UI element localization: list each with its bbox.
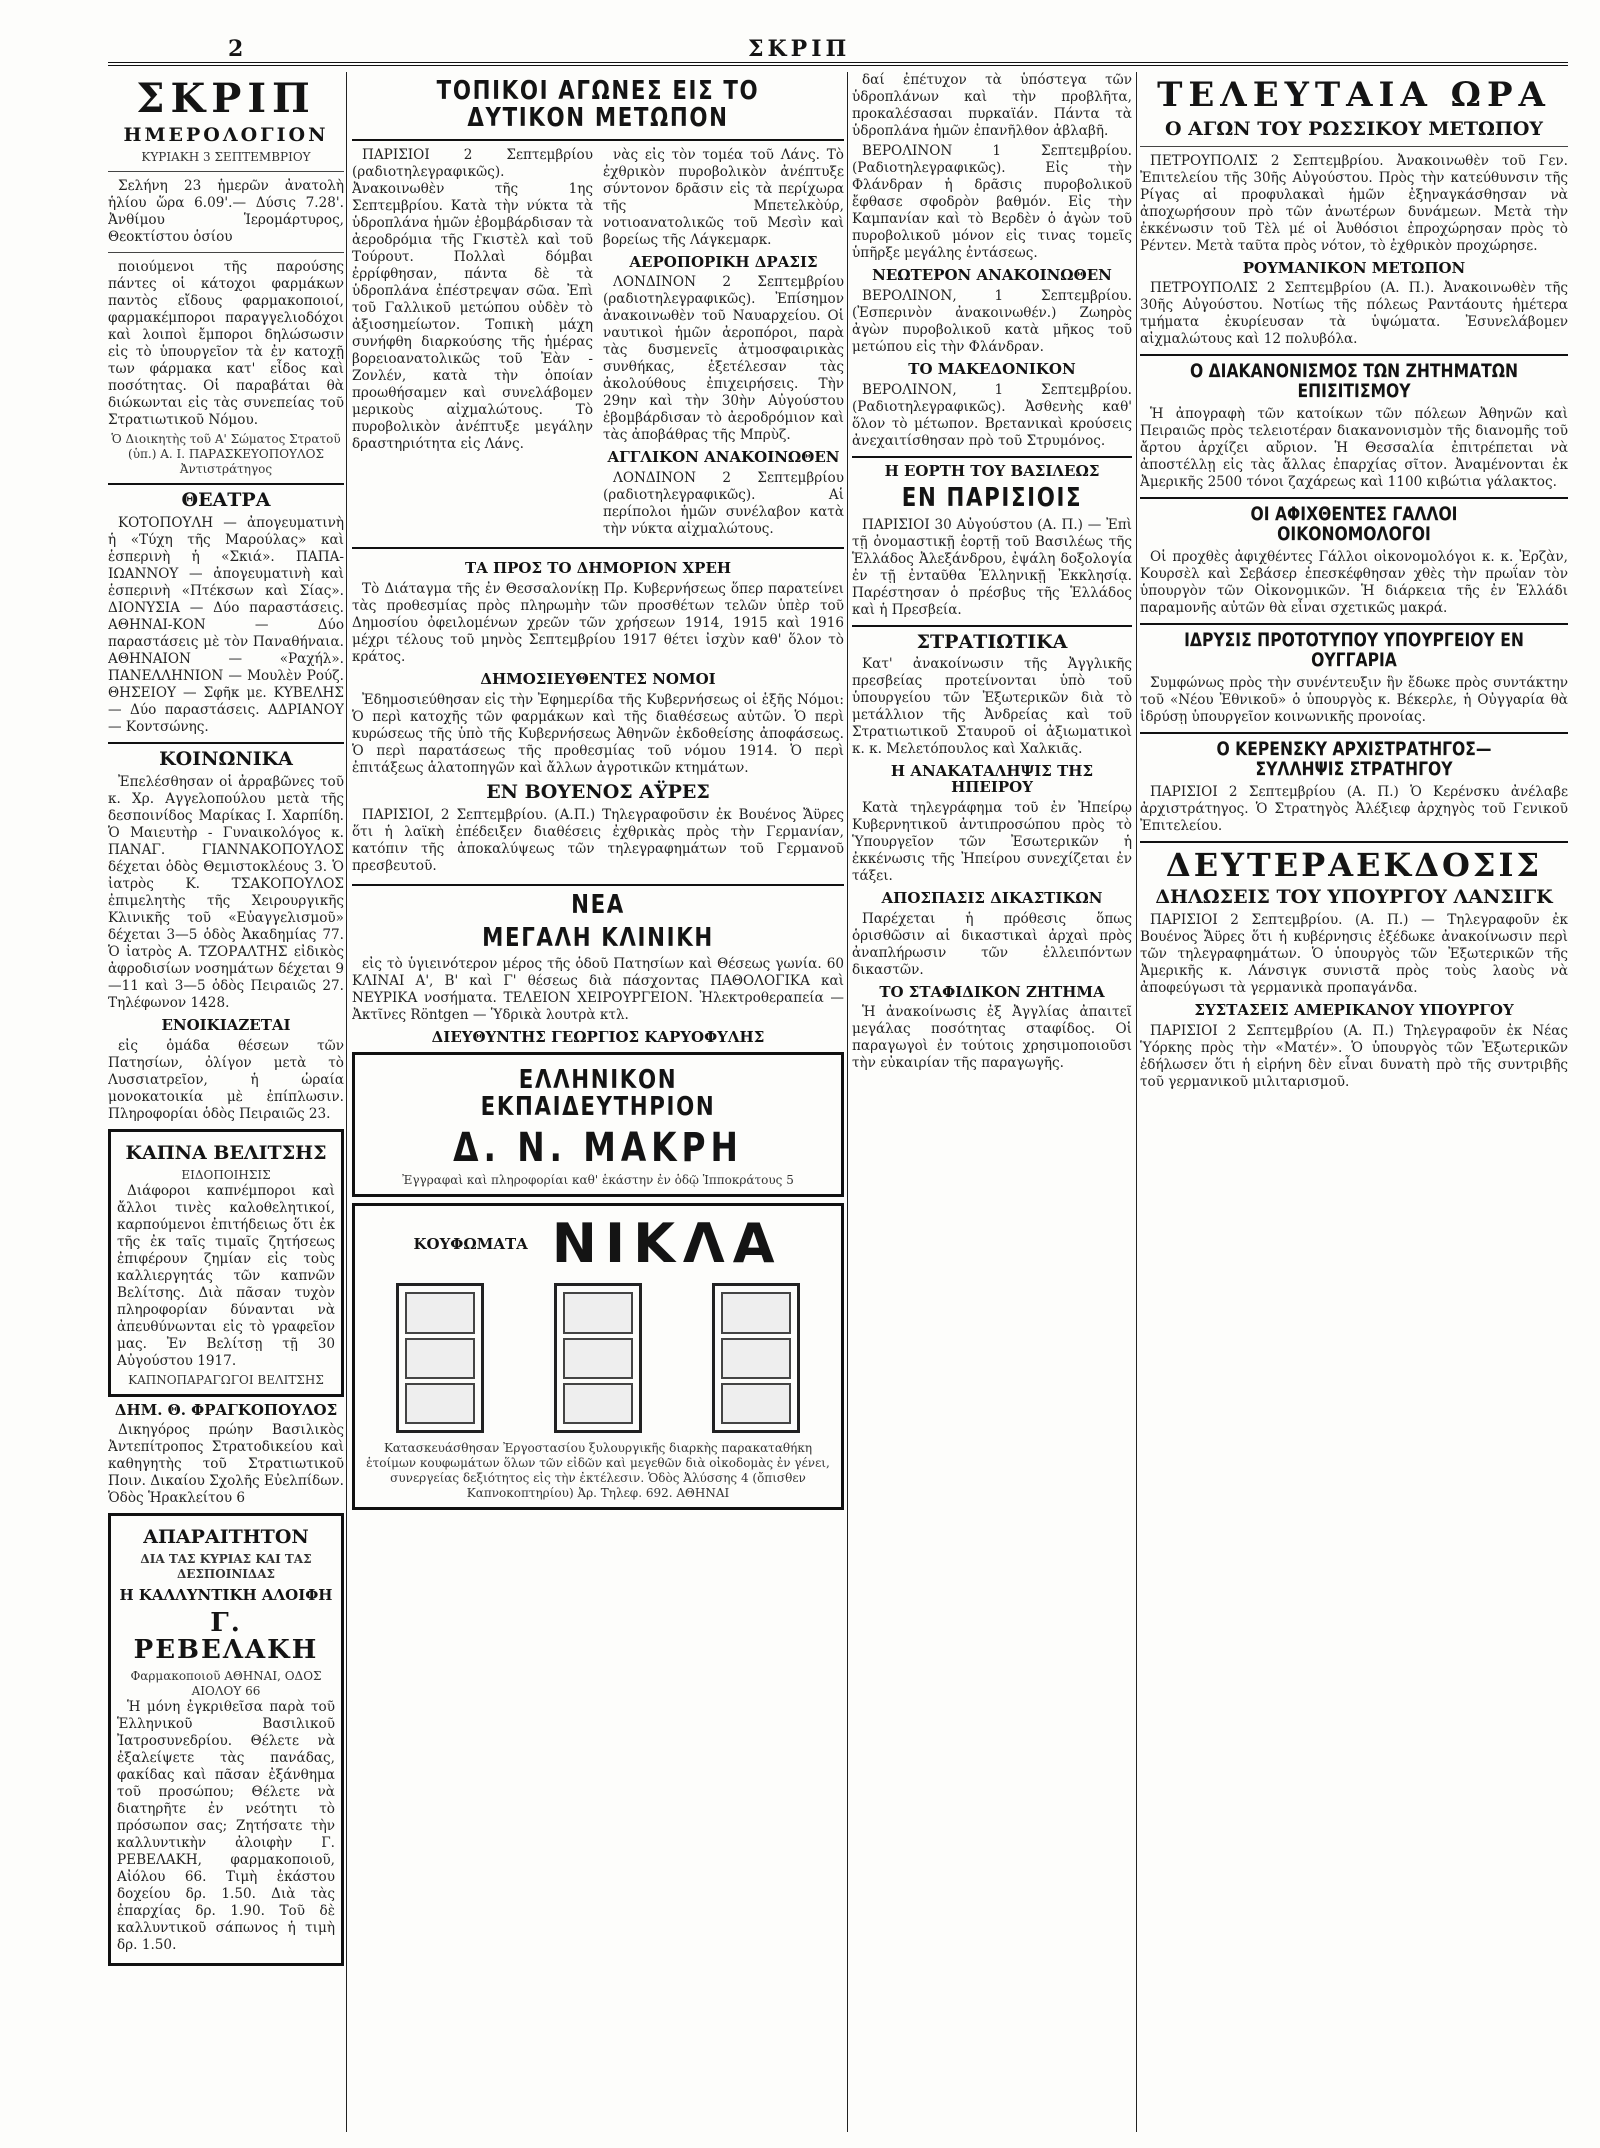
- pharmacy-title-3: Η ΚΑΛΛΥΝΤΙΚΗ ΑΛΟΙΦΗ: [119, 1586, 333, 1605]
- kapna-title: ΚΑΠΝΑ ΒΕΛΙΤΣΗΣ: [125, 1141, 327, 1164]
- clinic-title-2: ΜΕΓΑΛΗ ΚΛΙΝΙΚΗ: [482, 922, 714, 953]
- divider: [108, 742, 344, 744]
- berlin-text: ΒΕΡΟΛΙΝΟΝ 1 Σεπτεμβρίου. (Ραδιοτηλεγραφικῶς). Εἰς τὴν Φλάνδραν ἡ δρᾶσις πυροβολικοῦ ἔφθασε σφοδρὸν βαθμόν. Εἰς τὴν Καμπανίαν καὶ τὸ Βερδὲν ὁ ἀγὼν τοῦ πυροβολικοῦ μόνον εἰς τινας τομεῖς ὑπῆρξε μεγάλης ἐντάσεως.: [852, 143, 1132, 261]
- economists-title: ΟΙ ΑΦΙΧΘΕΝΤΕΣ ΓΑΛΛΟΙ ΟΙΚΟΝΟΜΟΛΟΓΟΙ: [1250, 503, 1458, 546]
- divider: [1140, 497, 1568, 499]
- school-text: Ἐγγραφαὶ καὶ πληροφορίαι καθ' ἑκάστην ἐν ὁδῷ Ἱπποκράτους 5: [402, 1173, 794, 1188]
- date-line: ΚΥΡΙΑΚΗ 3 ΣΕΠΤΕΜΒΡΙΟΥ: [141, 149, 311, 164]
- running-title: ΣΚΡΙΠ: [748, 36, 851, 62]
- social-title: ΚΟΙΝΩΝΙΚΑ: [159, 747, 293, 770]
- school-title-1: ΕΛΛΗΝΙΚΟΝ ΕΚΠΑΙΔΕΥΤΗΡΙΟΝ: [480, 1064, 716, 1123]
- main-headline: ΤΟΠΙΚΟΙ ΑΓΩΝΕΣ ΕΙΣ ΤΟ ΔΥΤΙΚΟΝ ΜΕΤΩΠΟΝ: [436, 76, 760, 134]
- romanian-text: ΠΕΤΡΟΥΠΟΛΙΣ 2 Σεπτεμβρίου (Α. Π.). Ἀνακοινωθὲν τῆς 30ῆς Αὐγούστου. Νοτίως τῆς πόλεως Ραντάουτς ἡμέτερα τμήματα ἐκυρίευσαν τὰ ὑψώματα. Ἐσυνελάβομεν αἰχμαλώτους καὶ 12 πολυβόλα.: [1140, 280, 1568, 348]
- divider: [1140, 732, 1568, 734]
- divider: [1140, 841, 1568, 843]
- theatre-title: ΘΕΑΤΡΑ: [181, 488, 271, 511]
- laws-text: Ἐδημοσιεύθησαν εἰς τὴν Ἐφημερίδα τῆς Κυβερνήσεως οἱ ἑξῆς Νόμοι: Ὁ περὶ κατοχῆς τῶν φαρμάκων καὶ τῆς διαθέσεως αὐτῶν. Ὁ περὶ κυρώσεως τῆς ὑπὸ τῆς Κυβερνήσεως Ἀθηνῶν ἐκδοθείσης ἀποφάσεως. Ὁ περὶ παρατάσεως τῆς προθεσμίας τοῦ νόμου 1914. Ὁ περὶ ἐπιτάξεως ἁλατοπηγῶν καὶ ἄλλων ἀγροτικῶν κτημάτων.: [352, 691, 844, 776]
- kerensky-title: Ο ΚΕΡΕΝΣΚΥ ΑΡΧΙΣΤΡΑΤΗΓΟΣ—ΣΥΛΛΗΨΙΣ ΣΤΡΑΤΗΓΟΥ: [1216, 738, 1492, 780]
- kapna-signature: ΚΑΠΝΟΠΑΡΑΓΩΓΟΙ ΒΕΛΙΤΣΗΣ: [128, 1372, 324, 1387]
- main-text-b: νὰς εἰς τὸν τομέα τοῦ Λάνς. Τὸ ἐχθρικὸν πυροβολικὸν ἀνέπτυξε σύντονον δρᾶσιν εἰς τὰ περίχωρα τῆς Μπετελκὸύρ, νοτιοανατολικῶς τοῦ Μεσὶν καὶ βορείως τῆς Λάγκεμαρκ.: [603, 146, 844, 248]
- raisin-text: Ἡ ἀνακοίνωσις ἐξ Ἀγγλίας ἀπαιτεῖ μεγάλας ποσότητας σταφίδος. Οἱ παραγωγοὶ ἐν τούτοις χρησιμοποιοῦσι τὴν εὐκαιρίαν τῆς παραγωγῆς.: [852, 1004, 1132, 1072]
- divider: [108, 252, 344, 253]
- english-title: ΑΓΓΛΙΚΟΝ ΑΝΑΚΟΙΝΩΘΕΝ: [607, 448, 840, 467]
- rent-text: εἰς ὁμάδα θέσεων τῶν Πατησίων, ὀλίγον μετὰ τὸ Λυσσιατρεῖον, ἡ ὡραία μονοκατοικία μὲ ἐπίπλωσιν. Πληροφορίαι ὁδὸς Πειραιῶς 23.: [108, 1037, 344, 1122]
- kapna-subtitle: ΕΙΔΟΠΟΙΗΣΙΣ: [181, 1167, 271, 1182]
- school-ad: [352, 1052, 844, 1198]
- romanian-title: ΡΟΥΜΑΝΙΚΟΝ ΜΕΤΩΠΟΝ: [1242, 258, 1466, 277]
- macedonian-title: ΤΟ ΜΑΚΕΔΟΝΙΚΟΝ: [908, 359, 1076, 378]
- main-text-a: ΠΑΡΙΣΙΟΙ 2 Σεπτεμβρίου (ραδιοτηλεγραφικῶς). Ἀνακοινωθὲν τῆς 1ης Σεπτεμβρίου. Κατὰ τὴν νύκτα τὰ ὑδροπλάνα ἡμῶν ἐβομβάρδισαν τὰ ἀεροδρόμια τῆς Γκιστὲλ καὶ τοῦ Τούρουτ. Πολλαὶ δόμβαι ἐρρίφθησαν, πάντα δὲ τὰ ὑδροπλάνα ἐπέστρεψαν σῶα. Ἐπὶ τοῦ Γαλλικοῦ μετώπου οὐδὲν τὸ ἀξιοσημείωτον. Τοπικὴ μάχη συνήφθη διαρκούσης τῆς ἡμέρας βορειοανατολικῶς τοῦ Ἐὰν - Ζονλέν, κατὰ τὴν ὁποίαν προωθήσαμεν καὶ συνελάβομεν μερικοὺς αἰχμαλώτους. Τὸ πυροβολικὸν ἀνέπτυξε μεγάλην δραστηριότητα εἰς Λάνς.: [352, 146, 593, 452]
- door-drawing: [396, 1283, 484, 1433]
- pharmacy-text: Ἡ μόνη ἐγκριθεῖσα παρὰ τοῦ Ἑλληνικοῦ Βασιλικοῦ Ἰατροσυνεδρίου. Θέλετε νὰ ἐξαλείψετε τὰς πανάδας, φακίδας καὶ πᾶσαν ἐξάνθημα τοῦ προσώπου; Θέλετε νὰ διατηρῆτε ἐν νεότητι τὸ πρόσωπον σας; Ζητήσατε τὴν καλλυντικὴν ἀλοιφὴν Γ. ΡΕΒΕΛΑΚΗ, φαρμακοποιοῦ, Αἰόλου 66. Τιμὴ ἑκάστου δοχείου δρ. 1.50. Διὰ τὰς ἐπαρχίας δρ. 1.90. Τοῦ δὲ καλλυντικοῦ σάπωνος ἡ τιμὴ δρ. 1.50.: [117, 1698, 335, 1953]
- recall-title: ΑΠΟΣΠΑΣΙΣ ΔΙΚΑΣΤΙΚΩΝ: [881, 888, 1103, 907]
- american-title: ΣΥΣΤΑΣΕΙΣ ΑΜΕΡΙΚΑΝΟΥ ΥΠΟΥΡΓΟΥ: [1194, 1001, 1514, 1020]
- nikla-left-label: ΚΟΥΦΩΜΑΤΑ: [413, 1235, 528, 1254]
- lawyer-text: Δικηγόρος πρώην Βασιλικὸς Ἀντεπίτροπος Στρατοδικείου καὶ καθηγητὴς τοῦ Στρατιωτικοῦ Ποιν. Δικαίου Σχολῆς Εὐελπίδων. Ὁδὸς Ἡρακλείτου 6: [108, 1422, 344, 1507]
- lower-block: [352, 555, 844, 877]
- russian-front-text: ΠΕΤΡΟΥΠΟΛΙΣ 2 Σεπτεμβρίου. Ἀνακοινωθὲν τοῦ Γεν. Ἐπιτελείου τῆς 30ῆς Αὐγούστου. Πρὸς τὴν κατεύθυνσιν τῆς Ρίγας αἱ προφυλακαὶ ἡμῶν ἐξηναγκάσθησαν νὰ ἀποχωρήσουν πρὸ τῶν ἀνωτέρων δυνάμεων. Μετὰ τὴν ἐκκένωσιν τοῦ Τὲλ μέ οἱ Ἀυθόσιοι ἐπροχώρησαν πρὸς τὸ Ρέντεν. Μετὰ ταῦτα πρὸς νότον, τὸ ἐχθρικὸν προχώρησε.: [1140, 152, 1568, 254]
- kapna-ad: [108, 1129, 344, 1397]
- american-text: ΠΑΡΙΣΙΟΙ 2 Σεπτεμβρίου (Α. Π.) Τηλεγραφοῦν ἐκ Νέας Ὑόρκης πρὸς τὴν «Ματέν». Ὁ ὑπουργὸς τῶν Ἐξωτερικῶν ἐδήλωσεν ὅτι ἡ εἰρήνη δὲν εἶναι δυνατὴ πρὸ τῆς συντριβῆς τοῦ γερμανικοῦ μιλιταρισμοῦ.: [1140, 1023, 1568, 1091]
- english-text: ΛΟΝΔΙΝΟΝ 2 Σεπτεμβρίου (ραδιοτηλεγραφικῶς). Αἱ περίπολοι ἡμῶν συνέλαβον κατὰ τὴν νύκτα αἰχμαλώτους.: [603, 470, 844, 538]
- divider: [1140, 623, 1568, 625]
- lansing-text: ΠΑΡΙΣΙΟΙ 2 Σεπτεμβρίου. (Α. Π.) — Τηλεγραφοῦν ἐκ Βουένος Ἄϋρες ὅτι ἡ κυβέρνησις ἐξέδωκε ἀνακοίνωσιν περὶ τῶν τηλεγραφημάτων. Ὁ ὑπουργὸς τῶν Ἐξωτερικῶν τῆς Ἀμερικῆς κ. Λάνσιγκ συνιστᾶ πρὸς τοὺς λαοὺς νὰ ἀποφεύγωσι τὰ γερμανικὰ προπαγάνδα.: [1140, 912, 1568, 997]
- hungary-text: Συμφώνως πρὸς τὴν συνέντευξιν ἣν ἔδωκε πρὸς συντάκτην τοῦ «Νέου Ἐθνικοῦ» ὁ ὑπουργὸς κ. Βέκερλε, ἡ Οὐγγαρία θὰ ἱδρύσῃ ὑπουργεῖον κοινωνικῆς προνοίας.: [1140, 675, 1568, 725]
- doors-illustration: [361, 1283, 835, 1433]
- divider: [1140, 146, 1568, 147]
- divider: [108, 483, 344, 485]
- divider: [352, 547, 844, 549]
- nikla-text: Κατασκευάσθησαν Ἐργοστασίου ξυλουργικῆς διαρκὴς παρακαταθήκη ἑτοίμων κουφωμάτων ὅλων τῶν εἰδῶν καὶ μεγεθῶν διὰ οἰκοδομὰς ἐν γένει, συνεργείας δεξιότητος εἰς τὴν ἐκτέλεσιν. Ὁδὸς Ἀλύσσης 4 (ὄπισθεν Καπνοκοπτηρίου) Ἀρ. Τηλεφ. 692. ΑΘΗΝΑΙ: [366, 1441, 830, 1501]
- pharmacy-title-1: ΑΠΑΡΑΙΤΗΤΟΝ: [143, 1526, 309, 1549]
- supply-title: Ο ΔΙΑΚΑΝΟΝΙΣΜΟΣ ΤΩΝ ΖΗΤΗΜΑΤΩΝ ΕΠΙΣΙΤΙΣΜΟΥ: [1189, 360, 1519, 403]
- epirus-title: Η ΑΝΑΚΑΤΑΛΗΨΙΣ ΤΗΣ ΗΠΕΙΡΟΥ: [890, 762, 1094, 797]
- air-title: ΑΕΡΟΠΟΡΙΚΗ ΔΡΑΣΙΣ: [629, 252, 818, 271]
- pharmacy-title-2: ΔΙΑ ΤΑΣ ΚΥΡΙΑΣ ΚΑΙ ΤΑΣ ΔΕΣΠΟΙΝΙΔΑΣ: [140, 1552, 312, 1582]
- supply-text: Ἡ ἀπογραφὴ τῶν κατοίκων τῶν πόλεων Ἀθηνῶν καὶ Πειραιῶς πρὸς τελειοτέραν διακανονισμὸν τῆς διανομῆς τοῦ ἄρτου ἀρχίζει αὔριον. Ἡ Θεσσαλία ἐπιτρέπεται νὰ ἀποστέλλῃ εἰς τὰς ἄλλας ἐπαρχίας σῖτον. Ἀναμένονται ἐκ Ἀμερικῆς 2500 τόνοι ζαχάρεως καὶ 1100 κιβώτια γάλακτος.: [1140, 406, 1568, 491]
- school-title-2: Δ. Ν. ΜΑΚΡΗ: [453, 1125, 743, 1172]
- newer-text: ΒΕΡΟΛΙΝΟΝ, 1 Σεπτεμβρίου. (Ἐσπερινὸν ἀνακοινωθέν.) Ζωηρὸς ἀγὼν πυροβολικοῦ κατὰ μῆκος τοῦ μετώπου εἰς τὴν Φλάνδραν.: [852, 287, 1132, 355]
- divider: [108, 171, 344, 172]
- main-article: [352, 147, 844, 542]
- buenos-text: ΠΑΡΙΣΙΟΙ, 2 Σεπτεμβρίου. (Α.Π.) Τηλεγραφοῦσιν ἐκ Βουένος Ἄϋρες ὅτι ἡ λαϊκὴ ἐπέδειξεν διαθέσεις ἐχθρικὰς πρὸς τὴν Γερμανίαν, κατόπιν τῆς ἀποκαλύψεως τῶν τηλεγραφημάτων τοῦ Γερμανοῦ πρεσβευτοῦ.: [352, 806, 844, 874]
- divider: [852, 456, 1132, 458]
- kerensky-text: ΠΑΡΙΣΙΟΙ 2 Σεπτεμβρίου (Α. Π.) Ὁ Κερένσκυ ἀνέλαβε ἀρχιστράτηγος. Ὁ Στρατηγὸς Ἀλέξιεφ ἀρχηγὸς τοῦ Γενικοῦ Ἐπιτελείου.: [1140, 783, 1568, 834]
- feast-title-2: ΕΝ ΠΑΡΙΣΙΟΙΣ: [901, 483, 1083, 514]
- laws-title: ΔΗΜΟΣΙΕΥΘΕΝΤΕΣ ΝΟΜΟΙ: [480, 669, 716, 688]
- second-edition-title: ΔΕΥΤΕΡΑΕΚΔΟΣΙΣ: [1165, 845, 1543, 884]
- buenos-title: ΕΝ ΒΟΥΕΝΟΣ ΑΫΡΕΣ: [486, 780, 710, 803]
- divider: [1140, 354, 1568, 356]
- newer-title: ΝΕΩΤΕΡΟΝ ΑΝΑΚΟΙΝΩΘΕΝ: [872, 266, 1112, 284]
- military-text: Κατ' ἀνακοίνωσιν τῆς Ἀγγλικῆς πρεσβείας προτείνονται ὑπὸ τοῦ ὑπουργείου τῶν Ἐξωτερικῶν διὰ τὸ μετάλλιον τῆς Ἀνδρείας καὶ τοῦ Στρατιωτικοῦ Σταυροῦ οἱ ἀξιωματικοὶ κ. κ. Μελετόπουλος καὶ Χαλκιᾶς.: [852, 656, 1132, 758]
- recall-text: Παρέχεται ἡ πρόθεσις ὅπως ὁρισθῶσιν αἱ δικαστικαὶ ἀρχαὶ πρὸς ἀναπλήρωσιν τῶν ἐλλειπόντων δικαστῶν.: [852, 910, 1132, 978]
- clinic-text: εἰς τὸ ὑγιεινότερον μέρος τῆς ὁδοῦ Πατησίων καὶ Θέσεως γωνία. 60 ΚΛΙΝΑΙ Α', Β' καὶ Γ' θέσεως διὰ πάσχοντας ΠΑΘΟΛΟΓΙΚΑ καὶ ΝΕΥΡΙΚΑ νοσήματα. ΤΕΛΕΙΟΝ ΧΕΙΡΟΥΡΓΕΙΟΝ. Ἠλεκτροθεραπεία — Ἀκτῖνες Röntgen — Ὑδρικὰ λουτρὰ κτλ.: [352, 956, 844, 1024]
- divider: [852, 625, 1132, 627]
- door-drawing: [712, 1283, 800, 1433]
- page-number: 2: [228, 36, 244, 62]
- theatre-text: ΚΟΤΟΠΟΥΛΗ — ἀπογευματινὴ ἡ «Τύχη τῆς Μαρούλας» καὶ ἑσπερινὴ ἡ «Σκιά». ΠΑΠΑ-ΙΩΑΝΝΟΥ — ἀπογευματινὴ καὶ ἑσπερινὴ «Πτέκσων καὶ Σίας». ΔΙΟΝΥΣΙΑ — Δύο παραστάσεις. ΑΘΗΝΑΙ-ΚΟΝ — Δύο παραστάσεις μὲ τὸν Παναθήναια. ΑΘΗΝΑΙΟΝ — «Ραχήλ». ΠΑΝΕΛΛΗΝΙΟΝ — Μουλὲν Ρούζ. ΘΗΣΕΙΟΥ — Σφῆκ με. ΚΥΒΕΛΗΣ — Δύο παραστάσεις. ΑΔΡΙΑΝΟΥ — Κοντσώνης.: [108, 514, 344, 735]
- social-text: Ἐπελέσθησαν οἱ ἀρραβῶνες τοῦ κ. Χρ. Αγγελοπούλου μετὰ τῆς δεσποινίδος Μαρίκας Ι. Χαρπίδη. Ὁ Μαιευτὴρ - Γυναικολόγος κ. ΠΑΝΑΓ. ΓΙΑΝΝΑΚΟΠΟΥΛΟΣ δέχεται ὁδὸς Θεμιστοκλέους 3. Ὁ ἰατρὸς Κ. ΤΣΑΚΟΠΟΥΛΟΣ ἐπιμελητὴς τῆς Χειρουργικῆς Κλινικῆς τοῦ «Εὐαγγελισμοῦ» δέχεται 3—5 ὁδὸς Ἀκαδημίας 77. Ὁ ἰατρὸς Α. ΤΖΟΡΑΛΤΗΣ εἰδικὸς ἀφροδισίων νοσημάτων δέχεται 9—11 καὶ 3—5 ὁδὸς Πειραιῶς 27. Τηλέφωνον 1428.: [108, 773, 344, 1011]
- nikla-ad: [352, 1203, 844, 1510]
- divider: [352, 884, 844, 886]
- divider: [352, 139, 844, 141]
- feast-text: ΠΑΡΙΣΙΟΙ 30 Αὐγούστου (Α. Π.) — Ἐπὶ τῇ ὀνομαστικῇ ἑορτῇ τοῦ Βασιλέως τῆς Ἑλλάδος Ἀλεξάνδρου, ἐψάλη δοξολογία ἐν τῇ ἐνταῦθα Ἑλληνικῇ Ἐκκλησίᾳ. Παρέστησαν ὁ πρέσβυς τῆς Ἑλλάδος καὶ ἡ Πρεσβεία.: [852, 516, 1132, 618]
- clinic-title-1: ΝΕΑ: [571, 889, 625, 920]
- macedonian-text: ΒΕΡΟΛΙΝΟΝ, 1 Σεπτεμβρίου. (Ραδιοτηλεγραφικῶς). Ἀσθενὴς καθ' ὅλον τὸ μέτωπον. Βρετανικαὶ κρούσεις ἀνεχαιτίσθησαν πρὸ τοῦ Στρυμόνος.: [852, 381, 1132, 449]
- masthead: ΣΚΡΙΠ: [136, 75, 316, 122]
- col3-text-top: δαί ἐπέτυχον τὰ ὑπόστεγα τῶν ὑδροπλάνων καὶ τὴν προβλῆτα, προκαλέσασαι πυρκαϊάν. Πάντα τὰ ὑδροπλάνα ἡμῶν ἐπανῆλθον ἀβλαβῆ.: [852, 72, 1132, 139]
- economists-text: Οἱ προχθὲς ἀφιχθέντες Γάλλοι οἰκονομολόγοι κ. κ. Ἐρζὰν, Κουρσὲλ καὶ Σεβάσερ ἐπεσκέφθησαν χθὲς τὴν πρωΐαν τὸν ὑπουργὸν τῶν Οἰκονομικῶν. Ἡ διάρκεια τῆς ἐν Ἑλλάδι παραμονῆς αὐτῶν θὰ εἶναι σχετικῶς μακρά.: [1140, 549, 1568, 617]
- rent-title: ΕΝΟΙΚΙΑΖΕΤΑΙ: [161, 1015, 291, 1034]
- column-rule: [346, 72, 347, 2132]
- almanac-text: Σελήνη 23 ἡμερῶν ἀνατολὴ ἡλίου ὥρα 6.09'.— Δύσις 7.28'. Ἀνθίμου Ἱερομάρτυρος, Θεοκτίστου ὁσίου: [108, 177, 344, 245]
- raisin-title: ΤΟ ΣΤΑΦΙΔΙΚΟΝ ΖΗΤΗΜΑ: [879, 982, 1105, 1001]
- column-rule: [1136, 72, 1137, 2132]
- nikla-title: ΝΙΚΛΑ: [551, 1212, 783, 1276]
- clinic-director: ΔΙΕΥΘΥΝΤΗΣ ΓΕΩΡΓΙΟΣ ΚΑΡΥΟΦΥΛΗΣ: [431, 1028, 765, 1047]
- pharmacy-ad: [108, 1513, 344, 1965]
- notice-text: ποιούμενοι τῆς παρούσης πάντες οἱ κάτοχοι φαρμάκων παντὸς εἴδους φαρμακοποιοί, φαρμακέμποροι παραγγελιοδόχοι καὶ λοιποὶ ἔμποροι δηλώσωσιν εἰς τὸ ὑπουργεῖον τὰ ἐν κατοχῇ των φάρμακα κατ' εἶδος καὶ ποσότητας. Οἱ παραβάται θὰ διώκωνται εἰς τὰς συνεπείας τοῦ Στρατιωτικοῦ Νόμου.: [108, 258, 344, 428]
- kapna-text: Διάφοροι καπνέμποροι καὶ ἄλλοι τινὲς καλοθελητικοί, καρπούμενοι ἐπιτήδειως ὅτι ἐκ τῆς ἐκ ταῖς τιμαῖς ζητήσεως ἐπιφέρουν ζημίαν εἰς τοὺς καλλιεργητάς τῶν καπνῶν Βελίτσης. Διὰ πᾶσαν τυχὸν πληροφορίαν δύνανται νὰ ἀπευθύνωνται εἰς τὸ γραφεῖον μας. Ἐν Βελίτσῃ τῇ 30 Αὐγούστου 1917.: [117, 1182, 335, 1369]
- lawyer-title: ΔΗΜ. Θ. ΦΡΑΓΚΟΠΟΥΛΟΣ: [114, 1400, 338, 1419]
- military-title: ΣΤΡΑΤΙΩΤΙΚΑ: [916, 630, 1068, 653]
- door-drawing: [554, 1283, 642, 1433]
- pharmacy-title-4: Γ. ΡΕΒΕΛΑΚΗ: [133, 1607, 319, 1666]
- pharmacy-subtitle: Φαρμακοποιοῦ ΑΘΗΝΑΙ, ΟΔΟΣ ΑΙΟΛΟΥ 66: [130, 1668, 322, 1698]
- air-text: ΛΟΝΔΙΝΟΝ 2 Σεπτεμβρίου (ραδιοτηλεγραφικῶς). Ἐπίσημον ἀνακοινωθὲν τοῦ Ναυαρχείου. Οἱ ναυτικοὶ ἡμῶν ἀεροπόροι, παρὰ τὰς δυσμενεῖς ἀτμοσφαιρικὰς συνθήκας, ἐξετέλεσαν τὰς ἀκολούθους ἐπιχειρήσεις. Τὴν 29ην καὶ τὴν 30ὴν Αὐγούστου ἐβομβάρδισαν τὸ ἀεροδρόμιον καὶ τὰς ἀποβάθρας τῆς Μπρὺζ.: [603, 274, 844, 444]
- column-2: [352, 72, 844, 2132]
- column-rule: [847, 72, 848, 2132]
- last-hour-title: ΤΕΛΕΥΤΑΙΑ ΩΡΑ: [1157, 75, 1551, 115]
- hungary-title: ΙΔΡΥΣΙΣ ΠΡΟΤΟΤΥΠΟΥ ΥΠΟΥΡΓΕΙΟΥ ΕΝ ΟΥΓΓΑΡΙΑ: [1184, 629, 1524, 672]
- almanac-title: ΗΜΕΡΟΛΟΓΙΟΝ: [123, 124, 329, 146]
- column-4: [1140, 72, 1568, 2132]
- column-1: [108, 72, 344, 2132]
- debts-title: ΤΑ ΠΡΟΣ ΤΟ ΔΗΜΟΡΙΟΝ ΧΡΕΗ: [464, 559, 732, 578]
- feast-title-1: Η ΕΟΡΤΗ ΤΟΥ ΒΑΣΙΛΕΩΣ: [884, 461, 1100, 480]
- notice-signature: Ὁ Διοικητὴς τοῦ Α' Σώματος Στρατοῦ (ὑπ.) Α. Ι. ΠΑΡΑΣΚΕΥΟΠΟΥΛΟΣ Ἀντιστράτηγος: [111, 431, 341, 476]
- running-header: [108, 32, 1568, 66]
- russian-front-title: Ο ΑΓΩΝ ΤΟΥ ΡΩΣΣΙΚΟΥ ΜΕΤΩΠΟΥ: [1165, 117, 1543, 140]
- debts-text: Τὸ Διάταγμα τῆς ἐν Θεσσαλονίκῃ Πρ. Κυβερνήσεως ὅπερ παρατείνει τὰς προθεσμίας πρὸς πληρωμὴν τῶν προσθέτων τελῶν ὑπὲρ τοῦ Δημοσίου ὀφειλομένων χρεῶν τῶν χρήσεων 1914, 1915 καὶ 1916 μέχρι τέλους τοῦ μηνὸς Σεπτεμβρίου 1917 θέτει ἰσχὺν καθ' ὅλον τὸ κράτος.: [352, 580, 844, 665]
- epirus-text: Κατὰ τηλεγράφημα τοῦ ἐν Ἠπείρῳ Κυβερνητικοῦ ἀντιπροσώπου πρὸς τὸ Ὑπουργεῖον τῶν Ἐσωτερικῶν ἡ ἐκκένωσις τῆς Ἠπείρου συνεχίζεται ἐν τάξει.: [852, 799, 1132, 884]
- lansing-title: ΔΗΛΩΣΕΙΣ ΤΟΥ ΥΠΟΥΡΓΟΥ ΛΑΝΣΙΓΚ: [1155, 886, 1553, 909]
- column-3: [852, 72, 1132, 2132]
